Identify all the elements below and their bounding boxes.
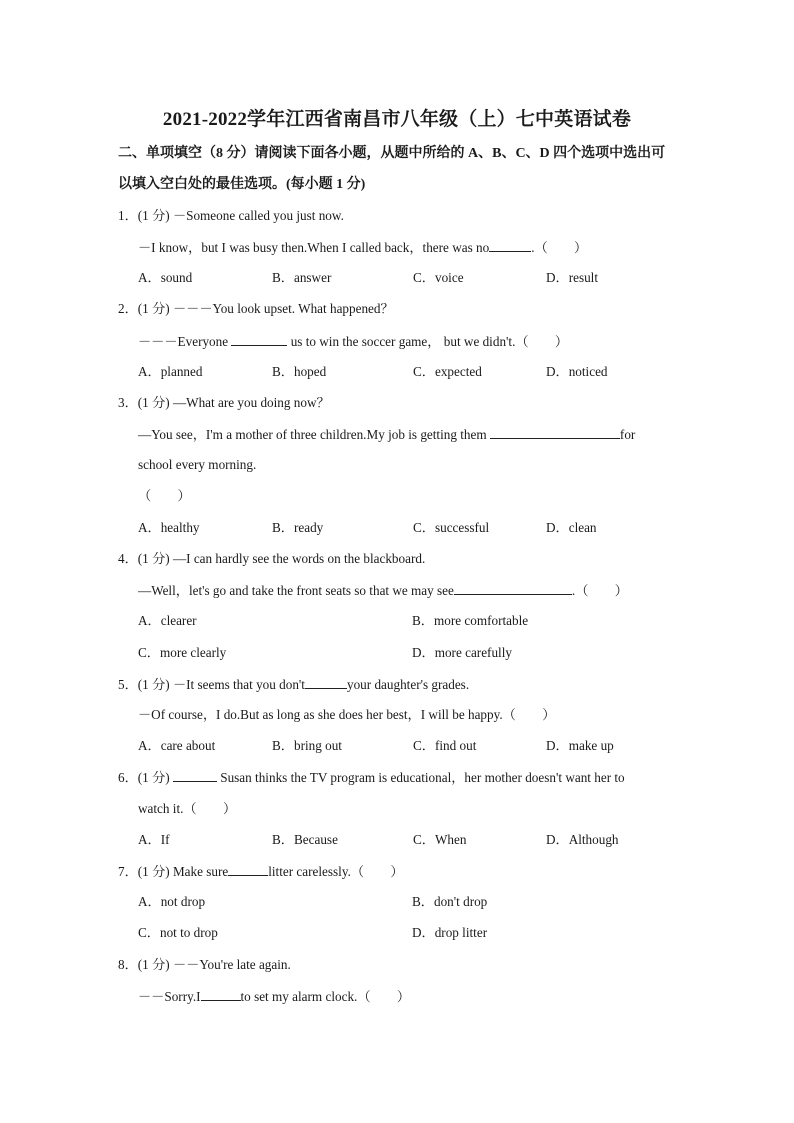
q4-option-a[interactable]: A．clearer xyxy=(138,613,197,628)
q6-prompt xyxy=(118,769,625,786)
q2-option-a[interactable]: A．planned xyxy=(138,364,203,379)
q6-option-d[interactable]: D．Although xyxy=(546,832,619,847)
q5-option-b[interactable]: B．bring out xyxy=(272,738,342,753)
q5-option-d[interactable]: D．make up xyxy=(546,738,614,753)
q2-prompt: 2．(1 分) －－－You look upset. What happened？ xyxy=(118,301,394,316)
q1-option-a[interactable]: A．sound xyxy=(138,270,193,285)
q1-option-b[interactable]: B．answer xyxy=(272,270,332,285)
q1-option-d[interactable]: D．result xyxy=(546,270,599,285)
q6-option-c[interactable]: C．When xyxy=(413,832,467,847)
q1-blank xyxy=(489,239,531,252)
q3-reply-text: —You see，I'm a mother of three children.My job is getting them xyxy=(138,427,487,442)
q8-reply xyxy=(138,988,410,1005)
q4-option-d[interactable]: D．more carefully xyxy=(412,645,512,660)
q3-reply xyxy=(138,426,635,443)
q3-option-b[interactable]: B．ready xyxy=(272,520,324,535)
q2-reply-text: －－－Everyone xyxy=(138,334,229,349)
q3-option-d[interactable]: D．clean xyxy=(546,520,597,535)
q2-option-d[interactable]: D．noticed xyxy=(546,364,608,379)
q7-option-d[interactable]: D．drop litter xyxy=(412,925,488,940)
q6-blank xyxy=(173,769,217,782)
exam-title: 2021-2022学年江西省南昌市八年级（上）七中英语试卷 xyxy=(162,109,632,130)
q5-prompt xyxy=(118,676,469,693)
q2-reply-end: us to win the soccer game， but we didn't.（ ） xyxy=(287,334,569,349)
q3-prompt: 3．(1 分) —What are you doing now？ xyxy=(118,395,330,410)
q1-option-c[interactable]: C．voice xyxy=(413,270,464,285)
section-instruction-line2: 以填入空白处的最佳选项。(每小题 1 分) xyxy=(118,177,366,192)
q2-option-c[interactable]: C．expected xyxy=(413,364,482,379)
q2-option-b[interactable]: B．hoped xyxy=(272,364,327,379)
q1-reply-text: －I know，but I was busy then.When I called back，there was no xyxy=(138,240,490,255)
q6-option-a[interactable]: A．If xyxy=(138,832,170,847)
q7-prompt-end: litter carelessly.（ ） xyxy=(268,864,404,879)
q7-blank xyxy=(228,863,268,876)
q6-prompt-text: 6．(1 分) xyxy=(118,770,170,785)
q1-prompt: 1．(1 分) －Someone called you just now. xyxy=(118,208,344,223)
q3-reply-cont: school every morning. xyxy=(138,457,257,472)
q7-prompt xyxy=(118,863,404,880)
q3-answer-brackets: （ ） xyxy=(138,488,191,503)
q1-reply xyxy=(138,239,587,256)
q3-reply-end: for xyxy=(619,427,636,442)
q6-prompt-end: Susan thinks the TV program is educational，her mother doesn't want her to xyxy=(216,770,625,785)
q7-prompt-text: 7．(1 分) Make sure xyxy=(118,864,229,879)
q5-prompt-end: your daughter's grades. xyxy=(346,677,470,692)
q7-option-c[interactable]: C．not to drop xyxy=(138,925,218,940)
q5-prompt-text: 5．(1 分) －It seems that you don't xyxy=(118,677,305,692)
q8-prompt: 8．(1 分) －－You're late again. xyxy=(118,957,291,972)
q4-option-c[interactable]: C．more clearly xyxy=(138,645,227,660)
q2-reply xyxy=(138,333,568,350)
q7-option-a[interactable]: A．not drop xyxy=(138,894,206,909)
q5-reply: －Of course，I do.But as long as she does her best，I will be happy.（ ） xyxy=(138,707,556,722)
q6-option-b[interactable]: B．Because xyxy=(272,832,338,847)
q4-prompt: 4．(1 分) —I can hardly see the words on the blackboard. xyxy=(118,551,426,566)
q4-reply xyxy=(138,582,628,599)
q8-reply-text: －－Sorry.I xyxy=(138,989,201,1004)
q3-option-c[interactable]: C．successful xyxy=(413,520,490,535)
q3-option-a[interactable]: A．healthy xyxy=(138,520,200,535)
q5-option-c[interactable]: C．find out xyxy=(413,738,477,753)
q4-reply-end: .（ ） xyxy=(571,583,628,598)
q4-reply-text: —Well，let's go and take the front seats so that we may see xyxy=(138,583,454,598)
section-instruction-line1: 二、单项填空（8 分）请阅读下面各小题，从题中所给的 A、B、C、D 四个选项中选出可 xyxy=(118,146,666,161)
q2-blank xyxy=(231,333,287,346)
q4-blank xyxy=(454,582,572,595)
q8-reply-end: to set my alarm clock.（ ） xyxy=(240,989,411,1004)
q7-option-b[interactable]: B．don't drop xyxy=(412,894,488,909)
q5-option-a[interactable]: A．care about xyxy=(138,738,216,753)
q8-blank xyxy=(201,988,241,1001)
q6-cont: watch it.（ ） xyxy=(138,801,237,816)
q5-blank xyxy=(305,676,347,689)
q1-reply-end: .（ ） xyxy=(531,240,588,255)
q4-option-b[interactable]: B．more comfortable xyxy=(412,613,529,628)
q3-blank xyxy=(490,426,620,439)
